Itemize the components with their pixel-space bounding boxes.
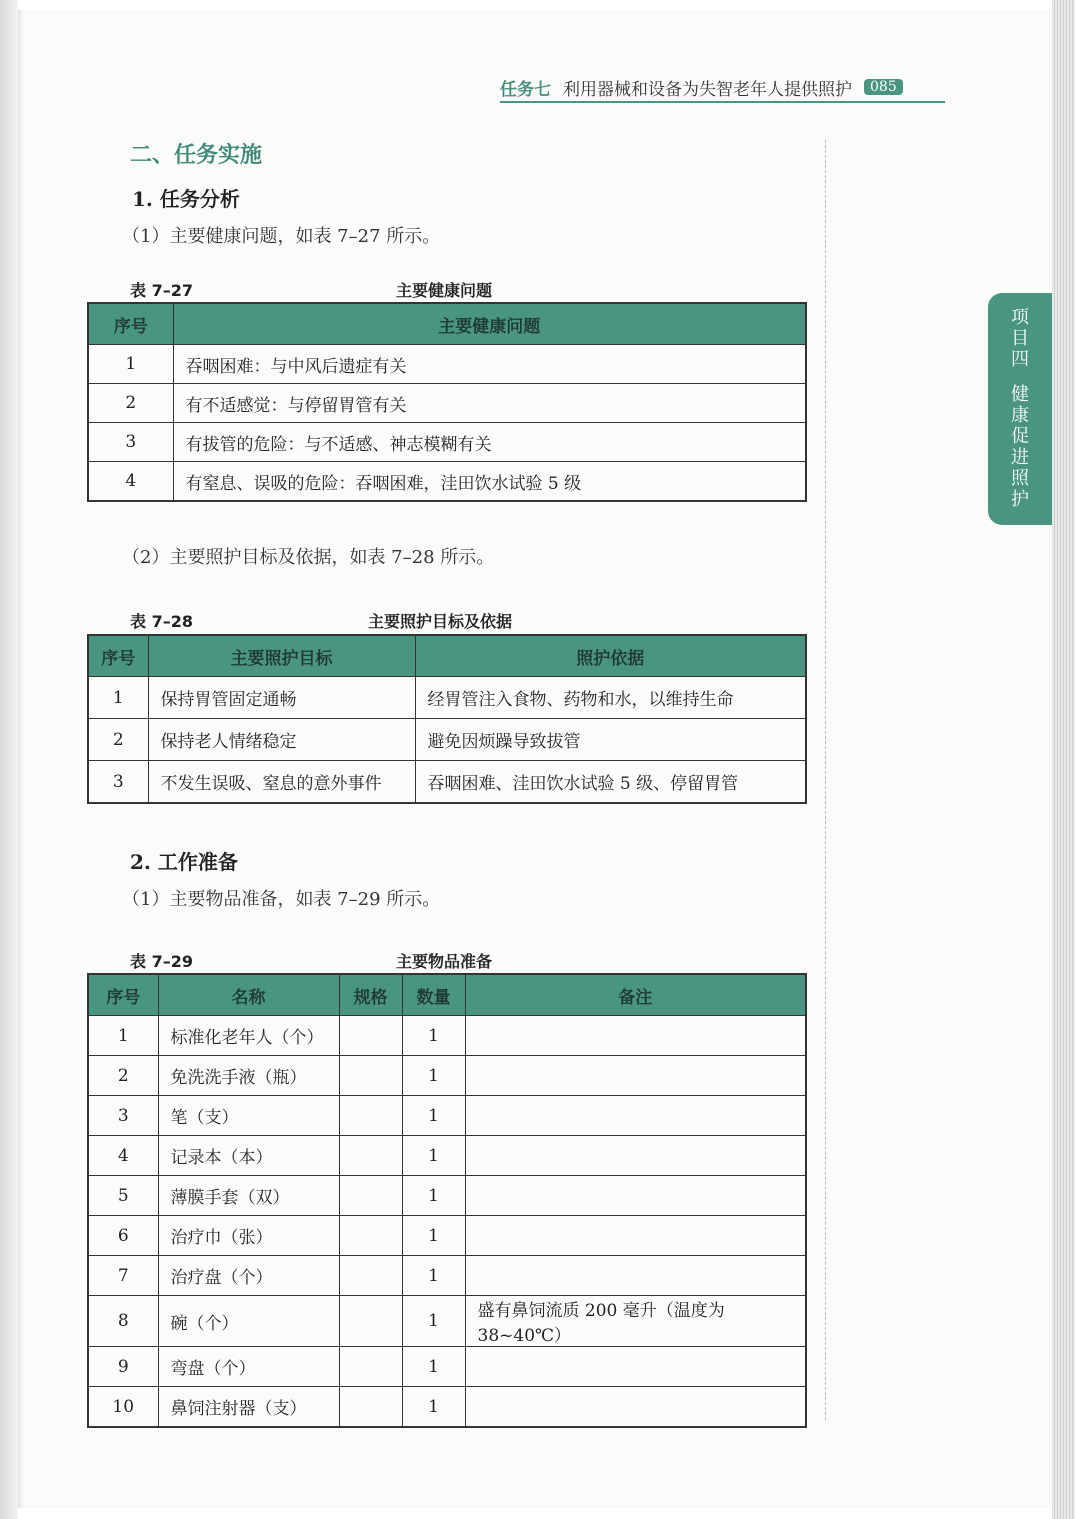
table3-cell: 4 xyxy=(88,1136,158,1176)
table3-cell xyxy=(339,1016,402,1056)
table1-number: 表 7–27 xyxy=(130,281,193,300)
side-tab-char: 护 xyxy=(1011,489,1029,510)
table3-cell xyxy=(465,1056,806,1096)
table3-cell: 碗（个） xyxy=(158,1296,339,1347)
table3-cell: 1 xyxy=(402,1176,465,1216)
table2-header-1: 主要照护目标 xyxy=(148,635,415,677)
table1-cell: 2 xyxy=(88,384,173,423)
table3-cell: 弯盘（个） xyxy=(158,1347,339,1387)
table2-cell: 保持胃管固定通畅 xyxy=(148,677,415,719)
table3-header-2: 规格 xyxy=(339,974,402,1016)
margin-dashed-rule xyxy=(825,140,826,1420)
table3-cell: 鼻饲注射器（支） xyxy=(158,1387,339,1428)
health-problems-table xyxy=(87,302,807,502)
table3-cell xyxy=(339,1256,402,1296)
table1-cell: 吞咽困难：与中风后遗症有关 xyxy=(173,345,806,384)
table3-cell xyxy=(465,1176,806,1216)
running-header xyxy=(500,72,903,102)
table-row xyxy=(88,677,806,719)
table3-cell: 1 xyxy=(402,1256,465,1296)
side-tab-char: 促 xyxy=(1011,426,1029,447)
side-tab-char: 照 xyxy=(1011,468,1029,489)
table2-header-0: 序号 xyxy=(88,635,148,677)
table3-cell xyxy=(339,1176,402,1216)
table-row xyxy=(88,1136,806,1176)
care-goals-table xyxy=(87,634,807,804)
table3-cell: 1 xyxy=(402,1296,465,1347)
table3-cell xyxy=(465,1347,806,1387)
table3-cell xyxy=(465,1096,806,1136)
side-tab-char: 康 xyxy=(1011,405,1029,426)
table1-cell: 有窒息、误吸的危险：吞咽困难，洼田饮水试验 5 级 xyxy=(173,462,806,502)
table3-cell: 9 xyxy=(88,1347,158,1387)
table-row xyxy=(88,1256,806,1296)
table-row xyxy=(88,1216,806,1256)
binding-gutter xyxy=(0,0,18,1519)
table1-cell: 3 xyxy=(88,423,173,462)
table-row xyxy=(88,1347,806,1387)
table2-header-2: 照护依据 xyxy=(415,635,806,677)
table-row xyxy=(88,761,806,804)
table-row xyxy=(88,1296,806,1347)
table1-cell: 4 xyxy=(88,462,173,502)
table3-cell: 治疗巾（张） xyxy=(158,1216,339,1256)
table3-cell xyxy=(339,1347,402,1387)
side-tab-char: 项 xyxy=(1011,307,1029,328)
table3-cell xyxy=(465,1216,806,1256)
table2-cell: 保持老人情绪稳定 xyxy=(148,719,415,761)
header-title: 利用器械和设备为失智老年人提供照护 xyxy=(563,79,852,100)
table2-cell: 吞咽困难、洼田饮水试验 5 级、停留胃管 xyxy=(415,761,806,804)
table3-cell xyxy=(465,1016,806,1056)
paragraph-health-problems: （1）主要健康问题，如表 7–27 所示。 xyxy=(122,226,441,247)
table-row xyxy=(88,1016,806,1056)
table3-cell xyxy=(339,1387,402,1428)
table3-header-1: 名称 xyxy=(158,974,339,1016)
table3-cell: 7 xyxy=(88,1256,158,1296)
table3-cell: 1 xyxy=(402,1136,465,1176)
table-row xyxy=(88,345,806,384)
table3-cell: 标准化老年人（个） xyxy=(158,1016,339,1056)
item-preparation-table xyxy=(87,973,807,1428)
table3-cell: 10 xyxy=(88,1387,158,1428)
table-row xyxy=(88,719,806,761)
table2-cell: 3 xyxy=(88,761,148,804)
subsection-task-analysis: 1. 任务分析 xyxy=(132,187,240,211)
table-row xyxy=(88,423,806,462)
table2-cell: 1 xyxy=(88,677,148,719)
table1-caption: 主要健康问题 xyxy=(396,281,493,300)
table2-cell: 避免因烦躁导致拔管 xyxy=(415,719,806,761)
table2-caption: 主要照护目标及依据 xyxy=(368,612,513,631)
table1-cell: 有不适感觉：与停留胃管有关 xyxy=(173,384,806,423)
table3-cell xyxy=(339,1296,402,1347)
table3-cell: 1 xyxy=(402,1387,465,1428)
table3-cell xyxy=(465,1136,806,1176)
side-tab-char: 目 xyxy=(1011,328,1029,349)
table3-cell: 1 xyxy=(88,1016,158,1056)
table3-header-3: 数量 xyxy=(402,974,465,1016)
page-edges xyxy=(1052,0,1075,1519)
table3-number: 表 7–29 xyxy=(130,952,193,971)
table-row xyxy=(88,1387,806,1428)
table3-cell: 1 xyxy=(402,1056,465,1096)
table3-cell: 治疗盘（个） xyxy=(158,1256,339,1296)
side-tab-char: 健 xyxy=(1011,384,1029,405)
table3-cell: 1 xyxy=(402,1347,465,1387)
table1-header-0: 序号 xyxy=(88,303,173,345)
table3-cell: 8 xyxy=(88,1296,158,1347)
table3-cell: 1 xyxy=(402,1016,465,1056)
table1-header-1: 主要健康问题 xyxy=(173,303,806,345)
table3-cell: 免洗洗手液（瓶） xyxy=(158,1056,339,1096)
subsection-work-preparation: 2. 工作准备 xyxy=(130,850,238,874)
paragraph-item-preparation: （1）主要物品准备，如表 7–29 所示。 xyxy=(122,889,441,910)
table3-header-4: 备注 xyxy=(465,974,806,1016)
table3-cell: 薄膜手套（双） xyxy=(158,1176,339,1216)
table3-cell xyxy=(339,1216,402,1256)
table1-cell: 1 xyxy=(88,345,173,384)
table3-cell: 2 xyxy=(88,1056,158,1096)
table3-cell: 3 xyxy=(88,1096,158,1136)
table3-header-0: 序号 xyxy=(88,974,158,1016)
table3-cell xyxy=(339,1136,402,1176)
table3-cell: 5 xyxy=(88,1176,158,1216)
table3-cell xyxy=(339,1056,402,1096)
table2-number: 表 7–28 xyxy=(130,612,193,631)
table3-cell xyxy=(465,1256,806,1296)
page-number-badge: 085 xyxy=(864,79,903,95)
table2-cell: 不发生误吸、窒息的意外事件 xyxy=(148,761,415,804)
chapter-side-tab xyxy=(988,293,1052,525)
table1-cell: 有拔管的危险：与不适感、神志模糊有关 xyxy=(173,423,806,462)
table3-cell xyxy=(339,1096,402,1136)
paragraph-care-goals: （2）主要照护目标及依据，如表 7–28 所示。 xyxy=(122,547,495,568)
side-tab-char: 进 xyxy=(1011,447,1029,468)
table3-cell: 6 xyxy=(88,1216,158,1256)
table-row xyxy=(88,1096,806,1136)
table3-caption: 主要物品准备 xyxy=(396,952,493,971)
table-row xyxy=(88,1176,806,1216)
table3-cell: 1 xyxy=(402,1216,465,1256)
table3-cell: 笔（支） xyxy=(158,1096,339,1136)
table-row xyxy=(88,462,806,502)
section-title: 二、任务实施 xyxy=(130,143,263,168)
table-row xyxy=(88,1056,806,1096)
side-tab-char: 四 xyxy=(1011,349,1029,370)
table3-cell: 1 xyxy=(402,1096,465,1136)
header-rule xyxy=(500,101,945,103)
table3-cell: 记录本（本） xyxy=(158,1136,339,1176)
table2-cell: 经胃管注入食物、药物和水，以维持生命 xyxy=(415,677,806,719)
table3-cell: 盛有鼻饲流质 200 毫升（温度为 38~40℃） xyxy=(465,1296,806,1347)
table3-cell xyxy=(465,1387,806,1428)
table-row xyxy=(88,384,806,423)
table2-cell: 2 xyxy=(88,719,148,761)
header-task: 任务七 xyxy=(500,79,551,100)
